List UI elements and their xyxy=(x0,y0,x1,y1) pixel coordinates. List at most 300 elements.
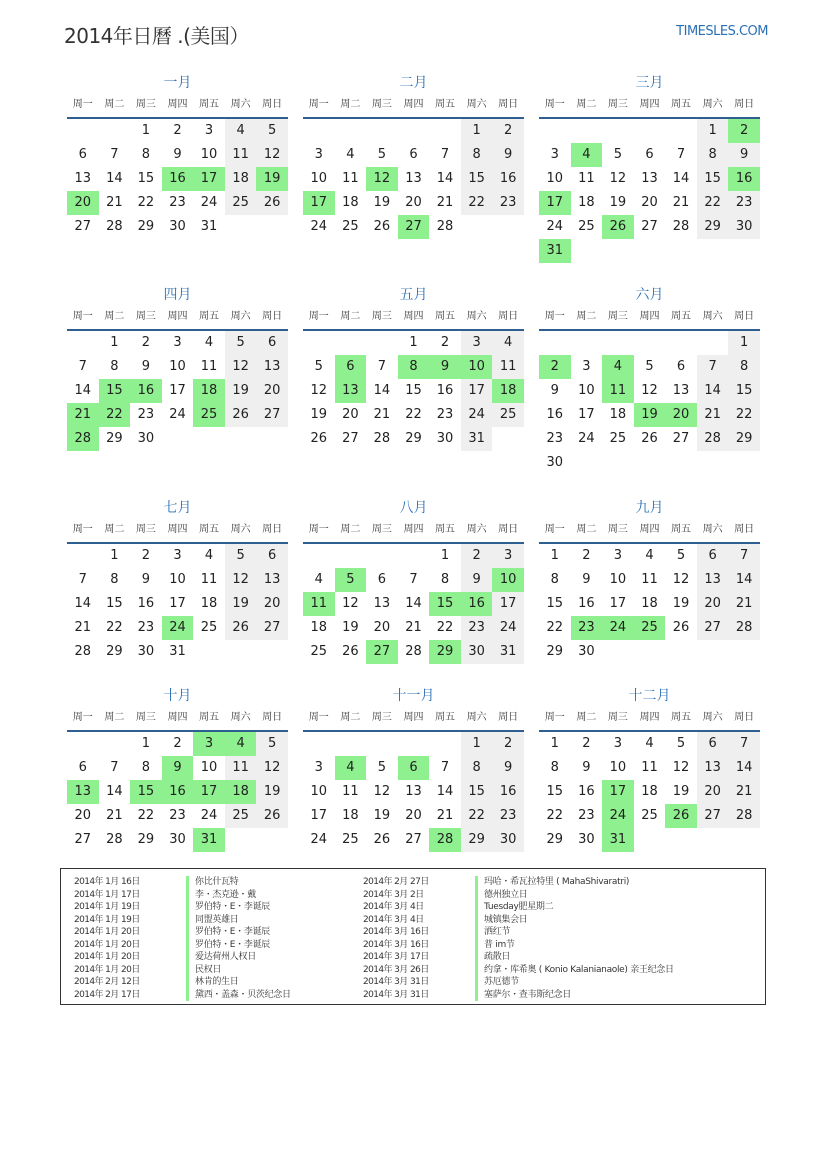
weekday-label: 周四 xyxy=(403,311,424,322)
day-cell: 5 xyxy=(377,760,387,775)
day-cell: 30 xyxy=(169,832,186,847)
day-cell: 15 xyxy=(461,780,493,804)
day-cell: 14 xyxy=(436,784,454,799)
day-cell: 16 xyxy=(137,596,155,611)
day-cell: 19 xyxy=(634,403,666,427)
day-cell: 10 xyxy=(609,572,627,587)
empty-cell xyxy=(99,119,131,143)
holiday-name: 塞萨尔・查韦斯纪念日 xyxy=(475,989,571,1002)
day-cell: 18 xyxy=(225,780,257,804)
weekday-label: 周四 xyxy=(639,712,660,723)
day-cell: 7 xyxy=(728,544,760,568)
day-cell: 7 xyxy=(110,760,119,775)
page-title: 2014年日曆 .(美国） xyxy=(64,24,249,48)
day-cell: 22 xyxy=(697,191,729,215)
day-cell: 15 xyxy=(546,596,564,611)
holiday-name: 民权日 xyxy=(186,964,221,977)
day-cell: 15 xyxy=(728,379,760,403)
day-cell: 4 xyxy=(314,572,323,587)
day-cell: 13 xyxy=(697,568,729,592)
day-cell: 16 xyxy=(578,784,595,799)
day-cell: 12 xyxy=(672,572,690,587)
holiday-name: 黛西・盖森・贝茨纪念日 xyxy=(186,989,291,1002)
day-cell: 13 xyxy=(697,756,729,780)
day-cell: 1 xyxy=(409,335,418,350)
day-cell: 30 xyxy=(492,828,524,852)
weekday-label: 周六 xyxy=(230,712,251,723)
day-cell: 1 xyxy=(141,736,151,751)
day-cell: 17 xyxy=(310,808,328,823)
day-cell: 23 xyxy=(436,407,454,422)
day-cell: 23 xyxy=(137,620,155,635)
day-grid xyxy=(539,331,760,475)
holiday-date: 2014年 1月 17日 xyxy=(74,889,140,900)
weekday-header xyxy=(67,93,288,119)
weekday-label: 周二 xyxy=(340,712,361,723)
weekday-label: 周六 xyxy=(466,99,487,110)
weekday-label: 周三 xyxy=(607,311,628,322)
day-cell: 27 xyxy=(256,403,288,427)
holiday-row xyxy=(363,926,674,939)
day-grid xyxy=(67,331,288,451)
day-cell: 6 xyxy=(78,760,87,775)
day-cell: 16 xyxy=(162,780,194,804)
weekday-label: 周二 xyxy=(576,311,597,322)
holiday-name: 城镇集会日 xyxy=(475,914,528,927)
month-calendar xyxy=(67,73,288,239)
weekday-label: 周一 xyxy=(72,311,93,322)
empty-cell xyxy=(571,119,603,143)
day-cell: 23 xyxy=(492,191,524,215)
day-cell: 4 xyxy=(204,335,214,350)
holiday-row xyxy=(74,876,291,889)
day-cell: 9 xyxy=(141,359,151,374)
month-title: 十月 xyxy=(163,688,192,704)
day-cell: 9 xyxy=(429,355,461,379)
holiday-name: 李・杰克逊・戴 xyxy=(186,889,256,902)
weekday-label: 周五 xyxy=(199,311,220,322)
day-cell: 12 xyxy=(310,383,328,398)
month-title: 四月 xyxy=(163,287,192,303)
day-cell: 12 xyxy=(373,784,391,799)
holiday-date: 2014年 1月 19日 xyxy=(74,902,140,912)
day-cell: 13 xyxy=(672,383,690,398)
weekday-label: 周六 xyxy=(702,712,723,723)
day-cell: 24 xyxy=(310,832,328,847)
day-cell: 2 xyxy=(173,736,182,751)
day-cell: 28 xyxy=(436,219,454,234)
day-cell: 13 xyxy=(74,171,92,186)
weekday-label: 周五 xyxy=(199,524,220,535)
day-cell: 2 xyxy=(440,335,450,350)
day-cell: 25 xyxy=(225,191,257,215)
weekday-label: 周六 xyxy=(702,99,723,110)
holiday-list xyxy=(60,868,766,1005)
day-cell: 26 xyxy=(373,219,391,234)
day-cell: 8 xyxy=(440,572,450,587)
day-cell: 16 xyxy=(130,379,162,403)
weekday-header xyxy=(539,706,760,732)
month-title: 三月 xyxy=(635,75,664,91)
day-cell: 8 xyxy=(141,147,151,162)
month-title: 九月 xyxy=(635,500,664,516)
holiday-name: 罗伯特・E・李诞辰 xyxy=(186,939,270,952)
day-cell: 3 xyxy=(193,732,225,756)
day-cell: 18 xyxy=(342,195,359,210)
day-cell: 19 xyxy=(225,592,257,616)
day-cell: 20 xyxy=(641,195,658,210)
day-cell: 31 xyxy=(602,828,634,852)
day-cell: 2 xyxy=(492,732,524,756)
weekday-label: 周六 xyxy=(230,524,251,535)
weekday-header xyxy=(303,305,524,331)
month-calendar xyxy=(67,686,288,852)
day-cell: 28 xyxy=(728,804,760,828)
weekday-label: 周二 xyxy=(104,712,125,723)
day-cell: 2 xyxy=(492,119,524,143)
day-cell: 18 xyxy=(492,379,524,403)
weekday-label: 周六 xyxy=(702,311,723,322)
day-cell: 29 xyxy=(106,431,123,446)
day-cell: 20 xyxy=(74,808,92,823)
empty-cell xyxy=(665,119,697,143)
weekday-label: 周一 xyxy=(308,524,329,535)
month-title: 一月 xyxy=(163,75,192,91)
day-cell: 22 xyxy=(436,620,454,635)
day-cell: 22 xyxy=(546,620,564,635)
day-cell: 2 xyxy=(461,544,493,568)
day-cell: 11 xyxy=(225,143,257,167)
day-cell: 10 xyxy=(609,760,627,775)
day-cell: 14 xyxy=(697,379,729,403)
day-cell: 2 xyxy=(728,119,760,143)
day-cell: 21 xyxy=(436,808,454,823)
day-cell: 8 xyxy=(550,760,559,775)
day-cell: 9 xyxy=(582,572,591,587)
day-cell: 1 xyxy=(461,119,493,143)
day-cell: 7 xyxy=(78,572,87,587)
day-cell: 7 xyxy=(110,147,119,162)
day-cell: 29 xyxy=(137,219,155,234)
holiday-date: 2014年 3月 16日 xyxy=(363,939,429,950)
day-cell: 7 xyxy=(377,359,387,374)
day-cell: 7 xyxy=(728,732,760,756)
empty-cell xyxy=(366,732,398,756)
day-cell: 4 xyxy=(645,736,654,751)
holiday-date: 2014年 3月 31日 xyxy=(363,989,429,1000)
day-cell: 3 xyxy=(173,335,182,350)
weekday-label: 周一 xyxy=(308,311,329,322)
day-cell: 10 xyxy=(578,383,595,398)
empty-cell xyxy=(398,732,430,756)
day-cell: 28 xyxy=(373,431,391,446)
day-cell: 13 xyxy=(335,379,367,403)
day-cell: 12 xyxy=(256,756,288,780)
day-cell: 19 xyxy=(672,596,690,611)
weekday-label: 周一 xyxy=(72,524,93,535)
day-cell: 17 xyxy=(602,780,634,804)
holiday-date: 2014年 3月 31日 xyxy=(363,977,429,987)
day-cell: 21 xyxy=(728,592,760,616)
empty-cell xyxy=(634,119,666,143)
holiday-row xyxy=(363,876,674,889)
day-cell: 17 xyxy=(169,383,186,398)
day-cell: 8 xyxy=(141,760,151,775)
holiday-row xyxy=(363,989,674,1002)
empty-cell xyxy=(67,119,99,143)
site-link[interactable]: TIMESLES.COM xyxy=(676,24,768,39)
holiday-date: 2014年 3月 4日 xyxy=(363,902,424,912)
day-cell: 30 xyxy=(137,431,155,446)
day-cell: 21 xyxy=(672,195,690,210)
holiday-column-left xyxy=(74,876,291,1001)
day-cell: 25 xyxy=(578,219,595,234)
day-cell: 7 xyxy=(676,147,686,162)
day-cell: 19 xyxy=(373,195,391,210)
weekday-label: 周三 xyxy=(607,712,628,723)
day-cell: 25 xyxy=(310,644,328,659)
day-cell: 27 xyxy=(342,431,359,446)
day-cell: 15 xyxy=(99,379,131,403)
weekday-label: 周一 xyxy=(72,99,93,110)
day-cell: 15 xyxy=(405,383,422,398)
day-cell: 1 xyxy=(550,548,559,563)
empty-cell xyxy=(539,119,571,143)
day-cell: 2 xyxy=(141,548,151,563)
day-cell: 18 xyxy=(578,195,595,210)
day-cell: 27 xyxy=(398,215,430,239)
day-cell: 4 xyxy=(225,732,257,756)
day-cell: 23 xyxy=(728,191,760,215)
day-cell: 16 xyxy=(728,167,760,191)
weekday-label: 周日 xyxy=(262,311,283,322)
day-cell: 16 xyxy=(578,596,595,611)
weekday-label: 周五 xyxy=(671,311,692,322)
day-cell: 2 xyxy=(539,355,571,379)
day-cell: 6 xyxy=(256,544,288,568)
weekday-label: 周三 xyxy=(135,712,156,723)
day-cell: 30 xyxy=(578,644,595,659)
day-cell: 29 xyxy=(429,640,461,664)
holiday-row xyxy=(363,889,674,902)
day-cell: 4 xyxy=(571,143,603,167)
day-cell: 31 xyxy=(492,640,524,664)
day-cell: 6 xyxy=(409,147,418,162)
day-cell: 25 xyxy=(342,219,359,234)
day-cell: 27 xyxy=(405,832,422,847)
day-cell: 23 xyxy=(492,804,524,828)
day-cell: 26 xyxy=(602,215,634,239)
weekday-label: 周日 xyxy=(262,712,283,723)
day-cell: 21 xyxy=(373,407,391,422)
weekday-label: 周日 xyxy=(734,99,755,110)
weekday-label: 周二 xyxy=(340,311,361,322)
day-cell: 8 xyxy=(461,143,493,167)
day-cell: 6 xyxy=(335,355,367,379)
day-cell: 23 xyxy=(578,808,595,823)
day-grid xyxy=(303,732,524,852)
day-cell: 9 xyxy=(582,760,591,775)
day-cell: 25 xyxy=(609,431,627,446)
weekday-header xyxy=(539,305,760,331)
empty-cell xyxy=(398,119,430,143)
day-cell: 3 xyxy=(613,548,623,563)
day-cell: 3 xyxy=(204,123,214,138)
day-cell: 3 xyxy=(461,331,493,355)
day-cell: 8 xyxy=(110,572,119,587)
day-cell: 26 xyxy=(225,403,257,427)
day-cell: 13 xyxy=(405,784,422,799)
weekday-label: 周二 xyxy=(340,524,361,535)
day-cell: 28 xyxy=(74,644,92,659)
day-cell: 28 xyxy=(429,828,461,852)
day-cell: 4 xyxy=(602,355,634,379)
day-cell: 16 xyxy=(436,383,454,398)
weekday-header xyxy=(303,93,524,119)
day-cell: 15 xyxy=(546,784,564,799)
empty-cell xyxy=(366,331,398,355)
day-cell: 14 xyxy=(74,596,92,611)
day-cell: 3 xyxy=(314,147,323,162)
day-cell: 22 xyxy=(99,403,131,427)
holiday-date: 2014年 2月 27日 xyxy=(363,877,429,887)
day-cell: 11 xyxy=(225,756,257,780)
day-cell: 26 xyxy=(672,620,690,635)
day-cell: 8 xyxy=(697,143,729,167)
day-cell: 12 xyxy=(609,171,627,186)
day-cell: 10 xyxy=(546,171,564,186)
day-cell: 28 xyxy=(672,219,690,234)
day-cell: 27 xyxy=(366,640,398,664)
day-cell: 20 xyxy=(665,403,697,427)
holiday-row xyxy=(363,964,674,977)
weekday-label: 周二 xyxy=(576,99,597,110)
month-calendar xyxy=(303,498,524,664)
holiday-name: 约拿・库希奥 ( Konio Kalanianaole) 亲王纪念日 xyxy=(475,964,674,977)
day-cell: 22 xyxy=(546,808,564,823)
holiday-name: 洒红节 xyxy=(475,926,510,939)
day-cell: 25 xyxy=(342,832,359,847)
weekday-label: 周四 xyxy=(639,99,660,110)
day-cell: 22 xyxy=(137,195,155,210)
day-cell: 6 xyxy=(398,756,430,780)
day-cell: 6 xyxy=(377,572,387,587)
day-cell: 25 xyxy=(634,616,666,640)
day-cell: 5 xyxy=(377,147,387,162)
day-cell: 7 xyxy=(697,355,729,379)
weekday-label: 周三 xyxy=(371,524,392,535)
day-cell: 22 xyxy=(728,403,760,427)
day-grid xyxy=(303,119,524,239)
empty-cell xyxy=(303,119,335,143)
day-cell: 23 xyxy=(461,616,493,640)
holiday-row xyxy=(74,939,291,952)
day-cell: 29 xyxy=(728,427,760,451)
day-cell: 5 xyxy=(676,736,686,751)
weekday-label: 周三 xyxy=(371,99,392,110)
holiday-name: 你比什瓦特 xyxy=(186,876,239,889)
holiday-date: 2014年 1月 16日 xyxy=(74,877,140,887)
weekday-label: 周四 xyxy=(167,311,188,322)
holiday-name: 林肯的生日 xyxy=(186,976,239,989)
day-cell: 1 xyxy=(461,732,493,756)
empty-cell xyxy=(67,732,99,756)
weekday-header xyxy=(67,518,288,544)
day-cell: 14 xyxy=(728,568,760,592)
day-cell: 10 xyxy=(169,359,186,374)
weekday-label: 周五 xyxy=(671,99,692,110)
holiday-date: 2014年 1月 20日 xyxy=(74,927,140,937)
day-cell: 24 xyxy=(310,219,328,234)
day-cell: 20 xyxy=(256,592,288,616)
day-cell: 18 xyxy=(641,596,658,611)
holiday-name: 爱达荷州人权日 xyxy=(186,951,256,964)
holiday-date: 2014年 1月 20日 xyxy=(74,952,140,962)
day-cell: 11 xyxy=(641,760,658,775)
empty-cell xyxy=(303,331,335,355)
day-cell: 26 xyxy=(342,644,359,659)
day-grid xyxy=(539,119,760,263)
day-cell: 15 xyxy=(429,592,461,616)
day-cell: 12 xyxy=(366,167,398,191)
weekday-label: 周四 xyxy=(403,99,424,110)
holiday-column-right xyxy=(363,876,674,1001)
day-cell: 30 xyxy=(436,431,454,446)
month-calendar xyxy=(539,73,760,263)
day-cell: 18 xyxy=(641,784,658,799)
weekday-label: 周二 xyxy=(104,524,125,535)
day-cell: 25 xyxy=(492,403,524,427)
month-title: 十一月 xyxy=(392,688,435,704)
holiday-name: 罗伯特・E・李诞辰 xyxy=(186,926,270,939)
month-calendar xyxy=(303,285,524,451)
day-cell: 24 xyxy=(578,431,595,446)
holiday-row xyxy=(74,889,291,902)
weekday-label: 周五 xyxy=(435,99,456,110)
day-cell: 28 xyxy=(697,427,729,451)
holiday-row xyxy=(363,939,674,952)
day-cell: 17 xyxy=(461,379,493,403)
weekday-label: 周四 xyxy=(167,99,188,110)
day-cell: 25 xyxy=(193,403,225,427)
weekday-label: 周三 xyxy=(607,524,628,535)
holiday-date: 2014年 3月 17日 xyxy=(363,952,429,962)
weekday-label: 周日 xyxy=(498,524,519,535)
day-cell: 25 xyxy=(641,808,658,823)
day-cell: 1 xyxy=(110,548,119,563)
day-cell: 10 xyxy=(200,147,218,162)
day-cell: 23 xyxy=(571,616,603,640)
holiday-name: 德州独立日 xyxy=(475,889,528,902)
day-cell: 15 xyxy=(130,780,162,804)
weekday-label: 周二 xyxy=(576,712,597,723)
holiday-date: 2014年 2月 12日 xyxy=(74,977,140,987)
day-cell: 28 xyxy=(67,427,99,451)
day-cell: 21 xyxy=(106,195,123,210)
day-cell: 18 xyxy=(193,379,225,403)
weekday-label: 周五 xyxy=(671,712,692,723)
weekday-label: 周五 xyxy=(199,99,220,110)
day-cell: 11 xyxy=(492,355,524,379)
day-grid xyxy=(539,732,760,852)
day-grid xyxy=(303,331,524,451)
day-cell: 17 xyxy=(609,596,627,611)
weekday-label: 周四 xyxy=(167,712,188,723)
day-grid xyxy=(67,544,288,664)
weekday-label: 周一 xyxy=(308,99,329,110)
weekday-label: 周六 xyxy=(466,311,487,322)
day-cell: 9 xyxy=(550,383,559,398)
